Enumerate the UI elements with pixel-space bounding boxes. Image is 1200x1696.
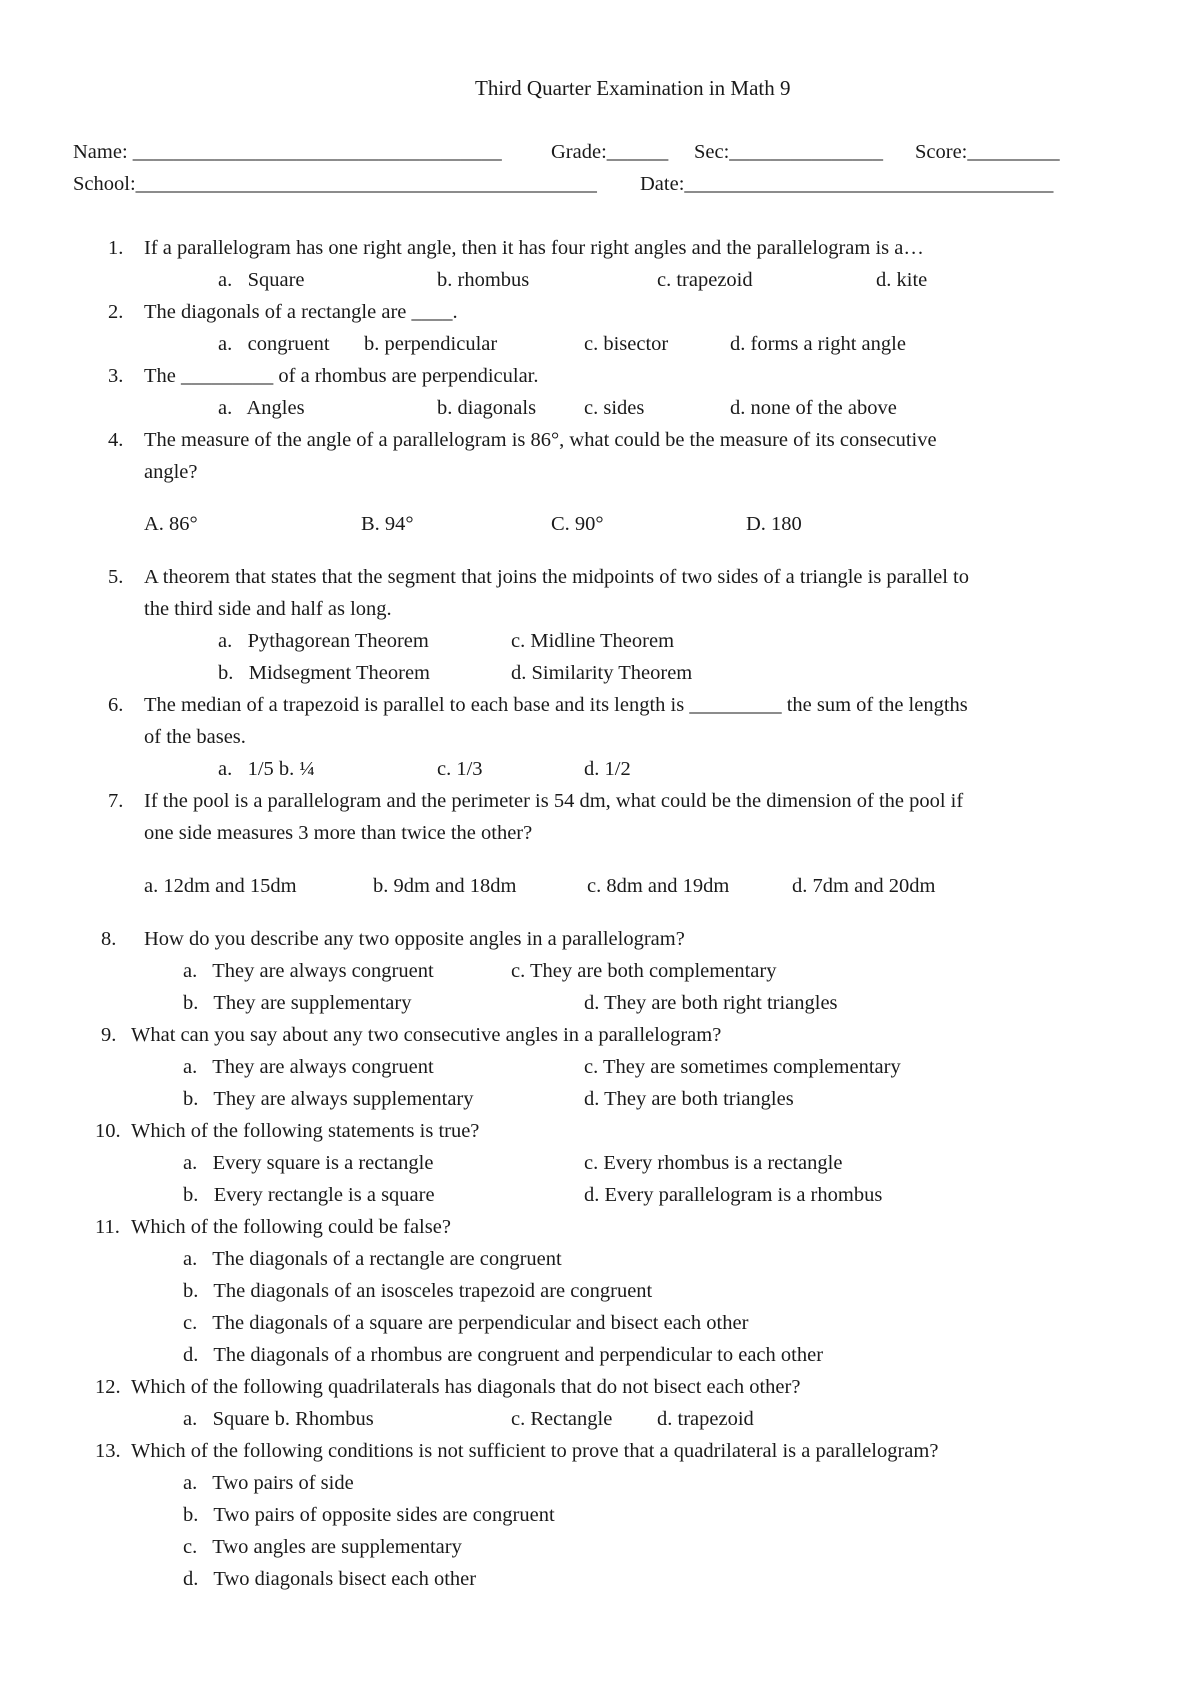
question-text: Which of the following statements is true? [131,1120,480,1142]
question-number: 13. [95,1440,121,1462]
question-number: 3. [108,365,124,387]
question-text-continued: the third side and half as long. [144,598,392,620]
choice-b: b. rhombus [437,269,530,291]
choice-a: a. Square [218,269,305,291]
question-text: A theorem that states that the segment that joins the midpoints of two sides of a triangle is parallel to [144,566,969,588]
choice-d: d. kite [876,269,928,291]
question-text: The _________ of a rhombus are perpendicular. [144,365,539,387]
choice-c: c. trapezoid [657,269,753,291]
choice-b: b. Midsegment Theorem [218,662,430,684]
choice-b: b. They are supplementary [183,992,412,1014]
choice-a: a. Two pairs of side [183,1472,354,1494]
choice-a: a. They are always congruent [183,960,434,982]
section-field[interactable]: Sec:_______________ [694,141,884,163]
choice-d: d. They are both triangles [584,1088,794,1110]
choice-c: c. bisector [584,333,669,355]
question-text: What can you say about any two consecutive angles in a parallelogram? [131,1024,722,1046]
name-field[interactable]: Name: ____________________________________ [73,141,502,163]
question-text: Which of the following conditions is not sufficient to prove that a quadrilateral is a parallelogram? [131,1440,939,1462]
choice-d: d. Similarity Theorem [511,662,693,684]
question-number: 1. [108,237,124,259]
choice-d: d. Every parallelogram is a rhombus [584,1184,883,1206]
choice-d: d. 1/2 [584,758,631,780]
choice-b: B. 94° [361,513,414,535]
question-number: 2. [108,301,124,323]
choice-c: c. Midline Theorem [511,630,675,652]
choice-b: b. perpendicular [364,333,498,355]
date-field[interactable]: Date:____________________________________ [640,173,1054,195]
page-title: Third Quarter Examination in Math 9 [475,76,791,100]
question-number: 11. [95,1216,120,1238]
choice-d: D. 180 [746,513,802,535]
choice-b: b. Two pairs of opposite sides are congruent [183,1504,555,1526]
choice-a: a. congruent [218,333,330,355]
choice-d: d. Two diagonals bisect each other [183,1568,477,1590]
question-number: 7. [108,790,124,812]
choice-c: c. 8dm and 19dm [587,875,730,897]
choice-c: c. They are sometimes complementary [584,1056,901,1078]
question-text: Which of the following quadrilaterals has diagonals that do not bisect each other? [131,1376,801,1398]
question-text: The median of a trapezoid is parallel to each base and its length is _________ the sum of the lengths [144,694,968,716]
choice-d: d. 7dm and 20dm [792,875,936,897]
question-text: How do you describe any two opposite angles in a parallelogram? [144,928,685,950]
choice-a: a. Angles [218,397,305,419]
score-field[interactable]: Score:_________ [915,141,1060,163]
choice-a: a. Every square is a rectangle [183,1152,434,1174]
choice-a: a. They are always congruent [183,1056,434,1078]
choice-c: c. Every rhombus is a rectangle [584,1152,843,1174]
choice-c: C. 90° [551,513,604,535]
choice-a: A. 86° [144,513,198,535]
question-text: The diagonals of a rectangle are ____. [144,301,458,323]
choice-d: d. The diagonals of a rhombus are congruent and perpendicular to each other [183,1344,824,1366]
question-text: If a parallelogram has one right angle, then it has four right angles and the parallelogram is a… [144,237,924,259]
choice-c: c. 1/3 [437,758,483,780]
choice-d: d. forms a right angle [730,333,906,355]
choice-a: a. 1/5 b. ¼ [218,758,315,780]
choice-b: b. The diagonals of an isosceles trapezoid are congruent [183,1280,653,1302]
question-number: 6. [108,694,124,716]
question-text: If the pool is a parallelogram and the perimeter is 54 dm, what could be the dimension of the pool if [144,790,964,812]
choice-d: d. none of the above [730,397,897,419]
school-field[interactable]: School:_____________________________________________ [73,173,597,195]
choice-c: c. They are both complementary [511,960,777,982]
choice-b: b. 9dm and 18dm [373,875,517,897]
choice-a: a. Pythagorean Theorem [218,630,429,652]
choice-a: a. 12dm and 15dm [144,875,297,897]
question-number: 9. [101,1024,117,1046]
question-text-continued: one side measures 3 more than twice the other? [144,822,533,844]
question-text: Which of the following could be false? [131,1216,451,1238]
question-number: 4. [108,429,124,451]
question-number: 5. [108,566,124,588]
choice-d: d. They are both right triangles [584,992,838,1014]
choice-c: c. Rectangle [511,1408,613,1430]
question-number: 10. [95,1120,121,1142]
question-text-continued: angle? [144,461,198,483]
choice-d: d. trapezoid [657,1408,754,1430]
choice-b: b. diagonals [437,397,537,419]
grade-field[interactable]: Grade:______ [551,141,669,163]
choice-a: a. Square b. Rhombus [183,1408,374,1430]
choice-b: b. They are always supplementary [183,1088,474,1110]
question-text-continued: of the bases. [144,726,246,748]
choice-b: b. Every rectangle is a square [183,1184,435,1206]
choice-c: c. Two angles are supplementary [183,1536,462,1558]
question-text: The measure of the angle of a parallelogram is 86°, what could be the measure of its consecutive [144,429,937,451]
choice-a: a. The diagonals of a rectangle are congruent [183,1248,562,1270]
question-number: 12. [95,1376,121,1398]
choice-c: c. sides [584,397,645,419]
question-number: 8. [101,928,117,950]
choice-c: c. The diagonals of a square are perpendicular and bisect each other [183,1312,749,1334]
